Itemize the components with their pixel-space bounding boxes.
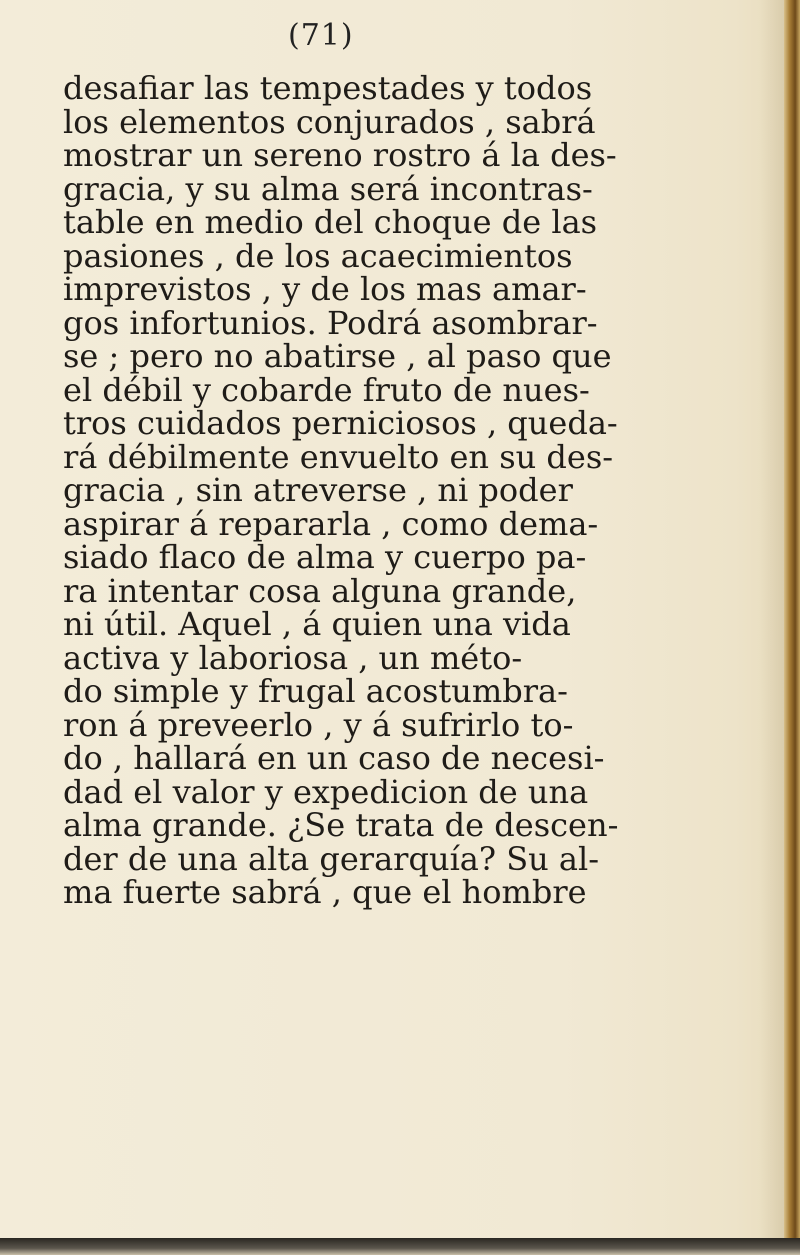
body-text: [63, 69, 763, 911]
text-line: los elementos conjurados , sabrá: [63, 102, 596, 141]
text-line: der de una alta gerarquía? Su al-: [63, 839, 600, 878]
text-line: activa y laboriosa , un méto-: [63, 638, 523, 677]
text-line: el débil y cobarde fruto de nues-: [63, 370, 590, 409]
text-line: do simple y frugal acostumbra-: [63, 672, 568, 710]
text-line: ron á preveerlo , y á sufrirlo to-: [63, 705, 574, 744]
text-line: table en medio del choque de las: [63, 203, 598, 241]
text-line: se ; pero no abatirse , al paso que: [63, 337, 612, 375]
text-line: alma grande. ¿Se trata de descen-: [63, 806, 619, 844]
page-gutter-shadow: [760, 0, 784, 1255]
text-line: gos infortunios. Podrá asombrar-: [63, 303, 598, 342]
text-line: mostrar un sereno rostro á la des-: [63, 136, 617, 174]
text-line: siado flaco de alma y cuerpo pa-: [63, 538, 587, 576]
text-line: dad el valor y expedicion de una: [63, 772, 589, 811]
text-line: ra intentar cosa alguna grande,: [63, 571, 577, 610]
text-line: tros cuidados perniciosos , queda-: [63, 404, 618, 442]
text-line: imprevistos , y de los mas amar-: [63, 270, 587, 308]
text-line: gracia, y su alma será incontras-: [63, 169, 593, 208]
book-binding-edge: [784, 0, 800, 1255]
page-bottom-edge: [0, 1238, 800, 1255]
text-line: desafiar las tempestades y todos: [63, 69, 593, 107]
text-line: pasiones , de los acaecimientos: [63, 236, 573, 275]
text-line: rá débilmente envuelto en su des-: [63, 437, 614, 476]
text-line: aspirar á repararla , como dema-: [63, 504, 599, 543]
text-line: ni útil. Aquel , á quien una vida: [63, 605, 571, 643]
page-number: (71): [288, 18, 354, 53]
text-line: ma fuerte sabrá , que el hombre: [63, 873, 587, 911]
text-line: do , hallará en un caso de necesi-: [63, 739, 605, 777]
text-line: gracia , sin atreverse , ni poder: [63, 471, 573, 509]
